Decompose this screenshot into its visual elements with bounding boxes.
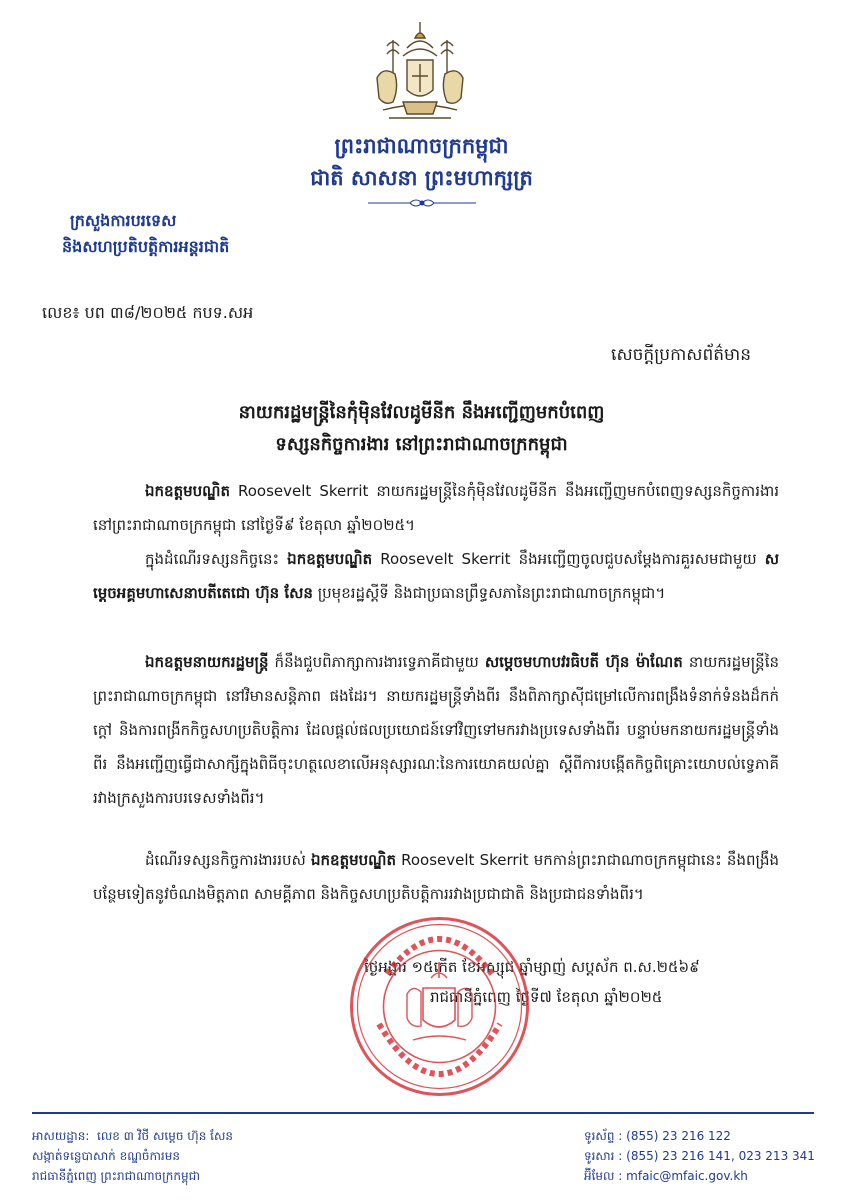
fax-number: (855) 23 216 141, 023 213 341 [626,1149,815,1163]
ministry-name-line2: និងសហប្រតិបត្តិការអន្តរជាតិ [62,237,230,256]
honorific: ឯកឧត្តមបណ្ឌិត [311,851,396,869]
footer-fax [584,1148,815,1164]
document-type: សេចក្តីប្រកាសព័ត៌មាន [611,345,751,365]
honorific-name: សម្តេចមហាបវរធិបតី ហ៊ុន ម៉ាណែត [484,653,683,671]
footer-phone [584,1128,731,1144]
paragraph-text: ក្នុងដំណើរទស្សនកិច្ចនេះ [145,550,288,568]
paragraph-4 [93,843,779,911]
honorific: ឯកឧត្តមបណ្ឌិត [287,550,373,568]
phone-number: (855) 23 216 122 [626,1129,731,1143]
fax-label: ទូរសារ : [584,1149,623,1163]
paragraph-text: ក៏នឹងជួបពិភាក្សាការងារទ្វេភាគីជាមួយ [268,653,485,671]
paragraph-1 [93,474,779,542]
footer-address-line2: សង្កាត់ទន្លេបាសាក់ ខណ្ឌចំការមន [32,1149,180,1163]
reference-number: លេខ៖ បព ៣៨/២០២៥ កបទ.សអ [42,303,254,322]
email-address[interactable]: mfaic@mfaic.gov.kh [626,1169,748,1183]
paragraph-text: Roosevelt Skerrit នឹងអញ្ជើញចូលជួបសម្តែងការគួរសមជាមួយ [372,550,765,568]
footer-address-line3: រាជធានីភ្នំពេញ ព្រះរាជាណាចក្រកម្ពុជា [32,1169,200,1183]
paragraph-2 [93,542,779,610]
paragraph-text: ដំណើរទស្សនកិច្ចការងាររបស់ [145,851,311,869]
footer-address-line1 [32,1128,233,1144]
paragraph-text: Roosevelt Skerrit មកកាន់ព្រះរាជាណាចក្រកម្ពុជានេះ នឹងពង្រឹងបន្ថែមទៀតនូវចំណងមិត្តភាព សាមគ្គីភាព និងកិច្ចសហប្រតិបត្តិការរវាងប្រជាជាតិ និងប្រជាជនទាំងពីរ។ [93,851,780,903]
phone-label: ទូរស័ព្ទ : [584,1129,623,1143]
footer-divider [32,1112,814,1114]
official-ministry-seal-stamp [347,914,532,1099]
date-solar: រាជធានីភ្នំពេញ ថ្ងៃទី៧ ខែតុលា ឆ្នាំ២០២៥ [430,988,663,1006]
press-release-title-line1: នាយករដ្ឋមន្ត្រីនៃកុំម៉ិនវែលដូមីនីក នឹងអញ្ជើញមកបំពេញ [238,402,605,423]
paragraph-text: ប្រមុខរដ្ឋស្តីទី និងជាប្រធានព្រឹទ្ធសភានៃព្រះរាជាណាចក្រកម្ពុជា។ [312,584,666,602]
press-release-title-line2: ទស្សនកិច្ចការងារ នៅព្រះរាជាណាចក្រកម្ពុជា [275,434,568,455]
paragraph-text: Roosevelt Skerrit នាយករដ្ឋមន្ត្រីនៃកុំម៉ិនវែលដូមីនីក នឹងអញ្ជើញមកបំពេញទស្សនកិច្ចការងារនៅព្រះរាជាណាចក្រកម្ពុជា នៅថ្ងៃទី៩ ខែតុលា ឆ្នាំ២០២៥។ [93,482,779,534]
national-motto: ជាតិ សាសនា ព្រះមហាក្សត្រ [310,166,533,190]
paragraph-text: នាយករដ្ឋមន្ត្រីនៃព្រះរាជាណាចក្រកម្ពុជា នៅវិមានសន្តិភាព ផងដែរ។ នាយករដ្ឋមន្ត្រីទាំងពីរ នឹងពិភាក្សាស៊ីជម្រៅលើការពង្រឹងទំនាក់ទំនងដ៏កក់ក្តៅ និងការពង្រីកកិច្ចសហប្រតិបត្តិការ ដែលផ្តល់ផលប្រយោជន៍ទៅវិញទៅមករវាងប្រទេសទាំងពីរ បន្ទាប់មកនាយករដ្ឋមន្ត្រីទាំងពីរ នឹងអញ្ជើញធ្វើជាសាក្សីក្នុងពិធីចុះហត្ថលេខាលើអនុស្សារណៈនៃការយោគយល់គ្នា ស្តីពីការបង្កើតកិច្ចពិគ្រោះយោបល់ទ្វេភាគី រវាងក្រសួងការបរទេសទាំងពីរ។ [93,653,779,807]
ministry-name-line1: ក្រសួងការបរទេស [70,211,177,230]
address-label: អាសយដ្ឋាន: [32,1129,90,1143]
date-lunar: ថ្ងៃអង្គារ ១៥កើត ខែអស្សុជ ឆ្នាំម្សាញ់ សប្តស័ក ព.ស.២៥៦៩ [364,958,700,976]
royal-coat-of-arms-emblem [363,18,478,130]
ornament-divider-icon [366,196,478,210]
paragraph-3 [93,645,779,815]
kingdom-heading: ព្រះរាជាណាចក្រកម្ពុជា [334,134,509,158]
honorific: ឯកឧត្តមនាយករដ្ឋមន្ត្រី [145,653,269,671]
email-label: អ៊ីមែល : [584,1169,623,1183]
honorific-name: សម្តេចអគ្គមហាសេនាបតីតេជោ ហ៊ុន សែន [93,550,780,602]
address-line1: លេខ ៣ វិថី សម្តេច ហ៊ុន សែន [97,1129,233,1143]
footer-email [584,1168,748,1184]
honorific: ឯកឧត្តមបណ្ឌិត [145,482,230,500]
